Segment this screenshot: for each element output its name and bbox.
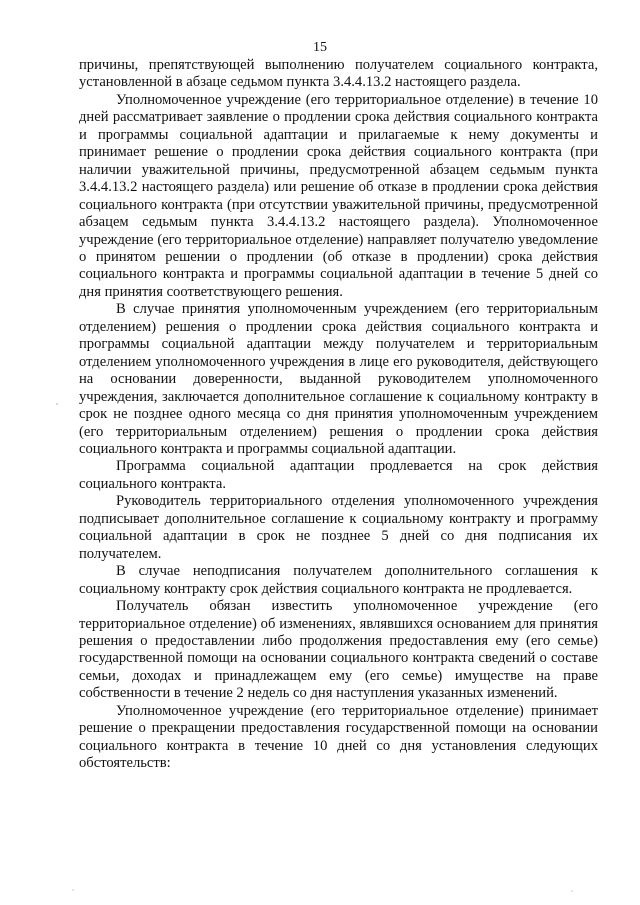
- scan-speck: [72, 889, 73, 890]
- paragraph-continuation: причины, препятствующей выполнению получателем социального контракта, установленной в абзаце седьмом пункта 3.4.4.13.2 настоящего раздела.: [79, 57, 598, 91]
- paragraph-non-signing: В случае неподписания получателем дополнительного соглашения к социальному контракту срок действия социального контракта не продлевается.: [79, 563, 598, 597]
- scan-speck: [571, 890, 572, 891]
- paragraph-recipient-duty: Получатель обязан известить уполномоченное учреждение (его территориальное отделение) об изменениях, являвшихся основанием для принятия решения о предоставлении либо продолжения предоставления ему (его семье) государственной помощи на основании социального контракта сведений о составе семьи, доходах и принадлежащем ему (его семье) имуществе на праве собственности в течение 2 недель со дня наступления указанных изменений.: [79, 598, 598, 702]
- paragraph-additional-agreement: В случае принятия уполномоченным учреждением (его территориальным отделением) решения о продлении срока действия социального контракта и программы социальной адаптации между получателем и территориальным отделением уполномоченного учреждения в лице его руководителя, действующего на основании доверенности, выданной руководителем уполномоченного учреждения, заключается дополнительное соглашение к социальному контракту в срок не позднее одного месяца со дня принятия уполномоченным учреждением (его территориальным отделением) решения о продлении срока действия социального контракта и программы социальной адаптации.: [79, 301, 598, 457]
- paragraph-program-extension: Программа социальной адаптации продлевается на срок действия социального контракта.: [79, 458, 598, 492]
- paragraph-termination: Уполномоченное учреждение (его территориальное отделение) принимает решение о прекращении предоставления государственной помощи на основании социального контракта в течение 10 дней со дня установления следующих обстоятельств:: [79, 702, 598, 772]
- page-number: 15: [313, 40, 327, 55]
- scan-speck: [56, 403, 57, 404]
- paragraph-head-signs: Руководитель территориального отделения уполномоченного учреждения подписывает дополнительное соглашение к социальному контракту и программу социальной адаптации в срок не позднее 5 дней со дня подписания их получателем.: [79, 493, 598, 562]
- paragraph-extension-review: Уполномоченное учреждение (его территориальное отделение) в течение 10 дней рассматривает заявление о продлении срока действия социального контракта и программы социальной адаптации и прилагаемые к нему документы и принимает решение о продлении срока действия социального контракта (при наличии уважительной причины, предусмотренной абзацем седьмым пункта 3.4.4.13.2 настоящего раздела) или решение об отказе в продлении срока действия социального контракта (при отсутствии уважительной причины, предусмотренной абзацем седьмым пункта 3.4.4.13.2 настоящего раздела). Уполномоченное учреждение (его территориальное отделение) направляет получателю уведомление о принятом решении о продлении (об отказе в продлении) срока действия социального контракта и программы социальной адаптации в течение 5 дней со дня принятия соответствующего решения.: [79, 91, 598, 300]
- document-body: [79, 57, 598, 773]
